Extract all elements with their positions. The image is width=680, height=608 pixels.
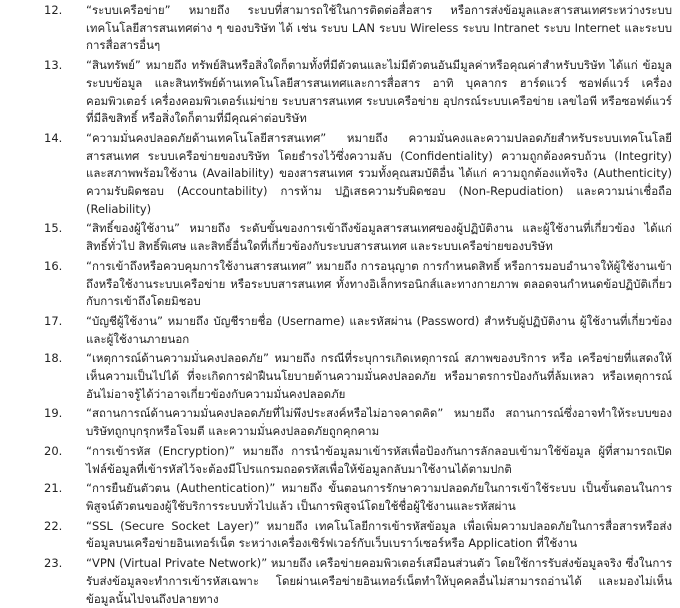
definition-text: “VPN (Virtual Private Network)” หมายถึง เครือข่ายคอมพิวเตอร์เสมือนส่วนตัว โดยใช้การรับส่งข้อมูลจริง ซึ่งในการรับส่งข้อมูลจะทำการเข้ารหัสเฉพาะ โดยผ่านเครือข่ายอินเทอร์เน็ตทำให้บุคคลอื่นไม่สามารถอ่านได้ และมองไม่เห็นข้อมูลนั้นไปจนถึงปลายทาง (86, 556, 672, 606)
definition-text: “สิทธิ์ของผู้ใช้งาน” หมายถึง ระดับขั้นของการเข้าถึงข้อมูลสารสนเทศของผู้ปฏิบัติงาน และผู้ใช้งานที่เกี่ยวข้อง ได้แก่ สิทธิ์ทั่วไป สิทธิ์พิเศษ และสิทธิ์อื่นใดที่เกี่ยวข้องกับระบบสารสนเทศ และระบบเครือข่ายของบริษัท (86, 221, 672, 254)
definition-number: 15. (44, 221, 63, 236)
definition-number: 22. (44, 518, 63, 533)
definition-item-17 (44, 313, 672, 348)
definition-item-22 (44, 518, 672, 553)
definition-text: “SSL (Secure Socket Layer)” หมายถึง เทคโนโลยีการเข้ารหัสข้อมูล เพื่อเพิ่มความปลอดภัยในการสื่อสารหรือส่งข้อมูลบนเครือข่ายอินเทอร์เน็ต ระหว่างเครื่องเซิร์ฟเวอร์กับเว็บเบราว์เซอร์หรือ Application ที่ใช้งาน (86, 518, 672, 551)
definition-number: 14. (44, 130, 63, 145)
definition-item-16 (44, 258, 672, 311)
definition-text: “เหตุการณ์ด้านความมั่นคงปลอดภัย” หมายถึง กรณีที่ระบุการเกิดเหตุการณ์ สภาพของบริการ หรือ เครือข่ายที่แสดงให้เห็นความเป็นไปได้ ที่จะเกิดการฝ่าฝืนนโยบายด้านความมั่นคงปลอดภัย หรือมาตรการป้องกันที่ล้มเหลว หรือเหตุการณ์อันไม่อาจรู้ได้ว่าอาจเกี่ยวข้องกับความมั่นคงปลอดภัย (86, 351, 672, 401)
definition-number: 20. (44, 443, 63, 458)
definition-item-23 (44, 555, 672, 608)
definition-item-13 (44, 57, 672, 128)
definition-number: 21. (44, 481, 63, 496)
definition-number: 19. (44, 406, 63, 421)
definition-text: “ความมั่นคงปลอดภัยด้านเทคโนโลยีสารสนเทศ” หมายถึง ความมั่นคงและความปลอดภัยสำหรับระบบเทคโนโลยีสารสนเทศ ระบบเครือข่ายของบริษัท โดยธำรงไว้ซึ่งความลับ (Confidentiality) ความถูกต้องครบถ้วน (Integrity) และสภาพพร้อมใช้งาน (Availability) ของสารสนเทศ รวมทั้งคุณสมบัติอื่น ได้แก่ ความถูกต้องแท้จริง (Authenticity) ความรับผิดชอบ (Accountability) การห้าม ปฏิเสธความรับผิดชอบ (Non-Repudiation) และความน่าเชื่อถือ (Reliability) (86, 130, 672, 216)
definition-text: “ระบบเครือข่าย” หมายถึง ระบบที่สามารถใช้ในการติดต่อสื่อสาร หรือการส่งข้อมูลและสารสนเทศระหว่างระบบเทคโนโลยีสารสนเทศต่าง ๆ ของบริษัท ได้ เช่น ระบบ LAN ระบบ Wireless ระบบ Intranet ระบบ Internet และระบบการสื่อสารอื่นๆ (86, 3, 672, 53)
definition-text: “การเข้ารหัส (Encryption)” หมายถึง การนำข้อมูลมาเข้ารหัสเพื่อป้องกันการลักลอบเข้ามาใช้ข้อมูล ผู้ที่สามารถเปิดไฟล์ข้อมูลที่เข้ารหัสไว้จะต้องมีโปรแกรมถอดรหัสเพื่อให้ข้อมูลกลับมาใช้งานได้ตามปกติ (86, 443, 672, 476)
definition-text: “สินทรัพย์” หมายถึง ทรัพย์สินหรือสิ่งใดก็ตามทั้งที่มีตัวตนและไม่มีตัวตนอันมีมูลค่าหรือคุณค่าสำหรับบริษัท ได้แก่ ข้อมูล ระบบข้อมูล และสินทรัพย์ด้านเทคโนโลยีสารสนเทศและการสื่อสาร อาทิ บุคลากร ฮาร์ดแวร์ ซอฟต์แวร์ เครื่องคอมพิวเตอร์ เครื่องคอมพิวเตอร์แม่ข่าย ระบบสารสนเทศ ระบบเครือข่าย อุปกรณ์ระบบเครือข่าย เลขไอพี หรือซอฟต์แวร์ที่มีลิขสิทธิ์ หรือสิ่งใดก็ตามที่มีคุณค่าต่อบริษัท (86, 58, 672, 126)
definition-number: 23. (44, 556, 63, 571)
definition-number: 18. (44, 351, 63, 366)
definition-item-21 (44, 480, 672, 515)
definition-text: “การเข้าถึงหรือควบคุมการใช้งานสารสนเทศ” หมายถึง การอนุญาต การกำหนดสิทธิ์ หรือการมอบอำนาจให้ผู้ใช้งานเข้าถึงหรือใช้งานระบบเครือข่าย หรือระบบสารสนเทศ ทั้งทางอิเล็กทรอนิกส์และทางกายภาพ ตลอดจนกำหนดข้อปฏิบัติเกี่ยวกับการเข้าถึงโดยมิชอบ (86, 258, 672, 309)
definition-item-12 (44, 2, 672, 55)
definition-item-18 (44, 350, 672, 403)
definition-text: “การยืนยันตัวตน (Authentication)” หมายถึง ขั้นตอนการรักษาความปลอดภัยในการเข้าใช้ระบบ เป็นขั้นตอนในการพิสูจน์ตัวตนของผู้ใช้บริการระบบทั่วไปแล้ว เป็นการพิสูจน์โดยใช้ชื่อผู้ใช้งานและรหัสผ่าน (86, 481, 672, 513)
definition-number: 16. (44, 258, 63, 273)
definition-text: “สถานการณ์ด้านความมั่นคงปลอดภัยที่ไม่พึงประสงค์หรือไม่อาจคาดคิด” หมายถึง สถานการณ์ซึ่งอาจทำให้ระบบของบริษัทถูกบุกรุกหรือโจมตี และความมั่นคงปลอดภัยถูกคุกคาม (86, 406, 672, 439)
definition-text: “บัญชีผู้ใช้งาน” หมายถึง บัญชีรายชื่อ (Username) และรหัสผ่าน (Password) สำหรับผู้ปฏิบัติงาน ผู้ใช้งานที่เกี่ยวข้อง และผู้ใช้งานภายนอก (86, 313, 672, 346)
definition-item-14 (44, 130, 672, 219)
definition-number: 13. (44, 58, 63, 73)
definition-item-19 (44, 405, 672, 440)
definition-item-15 (44, 220, 672, 255)
definition-number: 12. (44, 3, 63, 17)
definition-number: 17. (44, 313, 63, 328)
definition-item-20 (44, 443, 672, 478)
